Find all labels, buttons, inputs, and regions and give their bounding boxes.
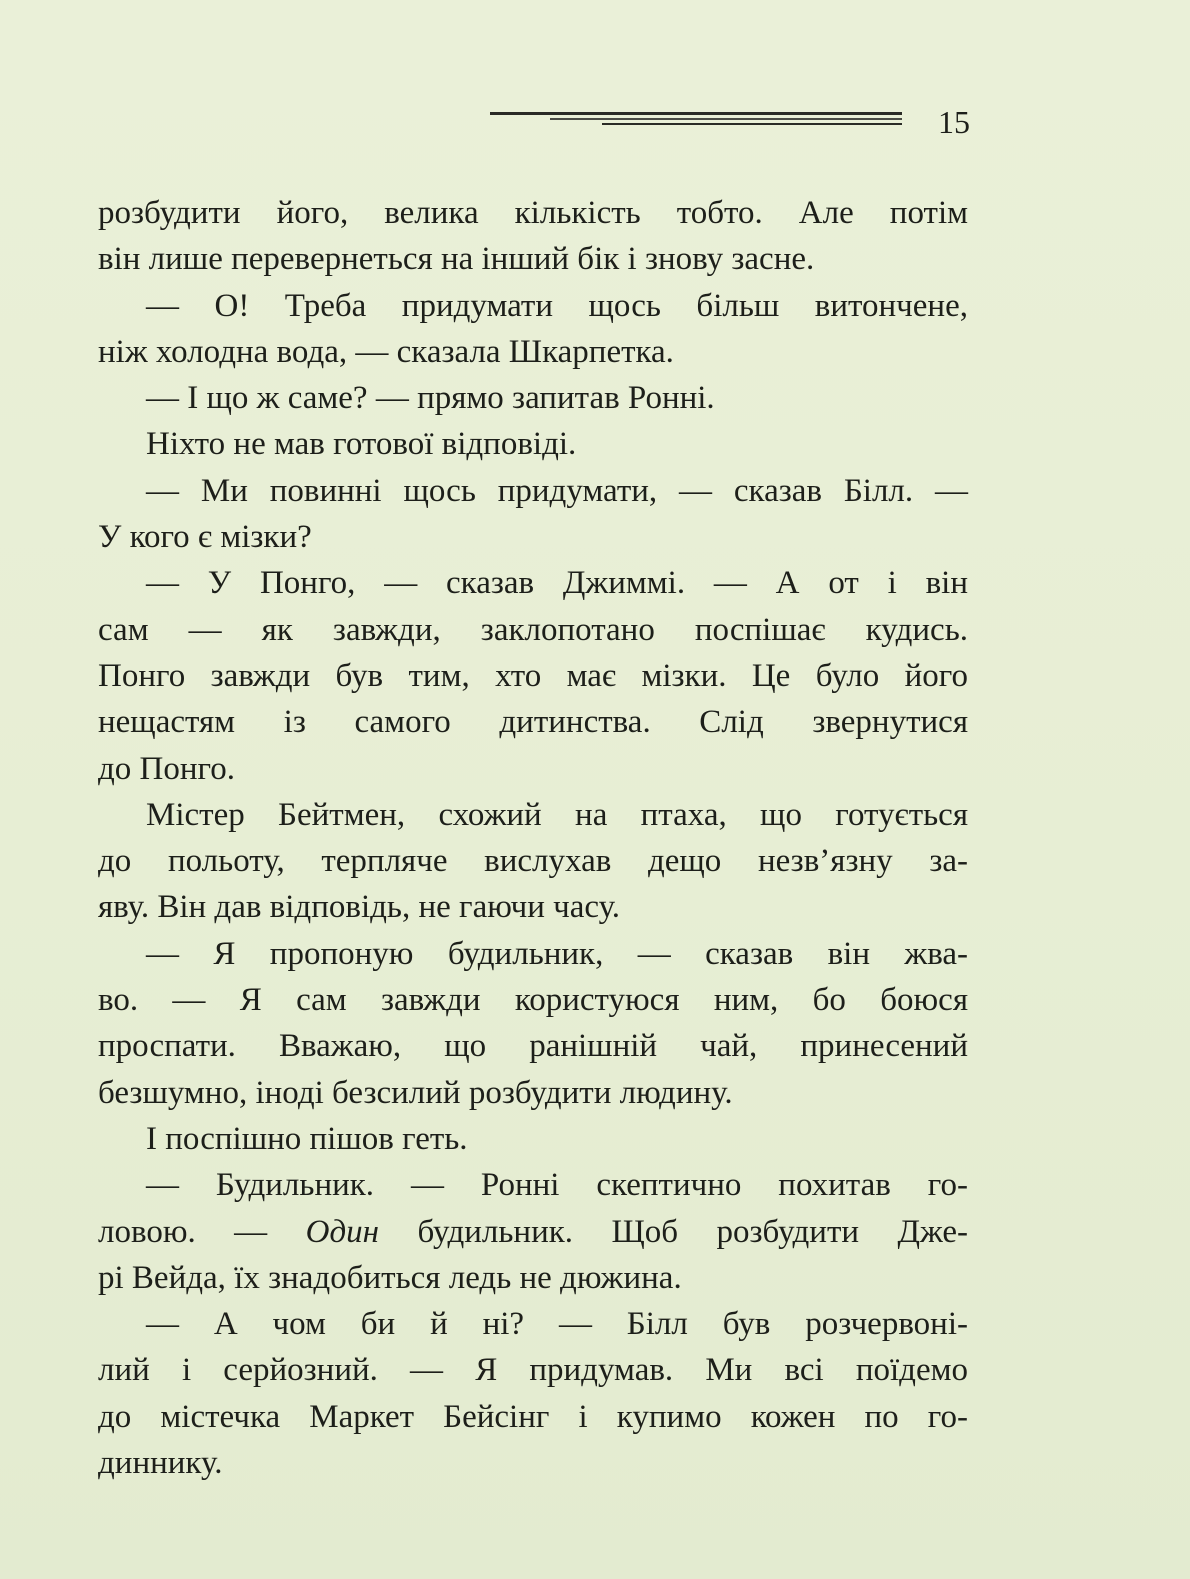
text-line: — І що ж саме? — прямо запитав Ронні. [146, 380, 715, 417]
text-line: — Я пропоную будильник, — сказав він жва- [146, 935, 968, 972]
body-text [98, 190, 968, 1486]
header-rule [550, 118, 902, 120]
text-line: яву. Він дав відповідь, не гаючи часу. [98, 889, 621, 926]
text-line: диннику. [98, 1445, 223, 1482]
header-rule [490, 112, 902, 115]
text-line: до містечка Маркет Бейсінг і купимо кожен по го- [98, 1398, 968, 1435]
header-ornament-rules [490, 112, 902, 132]
text-line: — Ми повинні щось придумати, — сказав Білл. — [146, 472, 968, 509]
running-head [490, 100, 970, 144]
header-rule [602, 123, 902, 125]
text-line: во. — Я сам завжди користуюся ним, бо боюся [98, 982, 968, 1019]
text-line: рі Вейда, їх знадобиться ледь не дюжина. [98, 1259, 682, 1296]
text-line: — Будильник. — Ронні скептично похитав го- [146, 1167, 968, 1204]
text-line: сам — як завжди, заклопотано поспішає кудись. [98, 611, 968, 648]
text-line: Ніхто не мав готової відповіді. [146, 426, 577, 463]
text-line: безшумно, іноді безсилий розбудити людину. [98, 1074, 733, 1111]
text-line: У кого є мізки? [98, 519, 312, 556]
text-line: до Понго. [98, 750, 235, 787]
emphasis-text: Один [305, 1213, 380, 1250]
text-line: — А чом би й ні? — Білл був розчервоні- [146, 1306, 968, 1343]
text-line: він лише перевернеться на інший бік і знову засне. [98, 241, 815, 278]
page-number: 15 [938, 104, 970, 140]
text-fragment: ловою. — [98, 1213, 306, 1250]
text-line: — У Понго, — сказав Джиммі. — А от і він [146, 565, 968, 602]
text-line: І поспішно пішов геть. [146, 1120, 468, 1157]
text-line: Понго завжди був тим, хто має мізки. Це було його [98, 657, 968, 694]
text-line: лий і серйозний. — Я придумав. Ми всі поїдемо [98, 1352, 968, 1389]
text-line: нещастям із самого дитинства. Слід звернутися [98, 704, 968, 741]
text-fragment: будильник. Щоб розбудити Дже- [379, 1213, 968, 1250]
text-line: — О! Треба придумати щось більш витончене, [146, 287, 968, 324]
text-line: проспати. Вважаю, що ранішній чай, принесений [98, 1028, 968, 1065]
text-line [98, 1209, 968, 1255]
text-line: ніж холодна вода, — сказала Шкарпетка. [98, 333, 674, 370]
text-line: Містер Бейтмен, схожий на птаха, що готується [146, 796, 968, 833]
text-line: до польоту, терпляче вислухав дещо незв’язну за- [98, 843, 968, 880]
text-line: розбудити його, велика кількість тобто. Але потім [98, 195, 968, 231]
